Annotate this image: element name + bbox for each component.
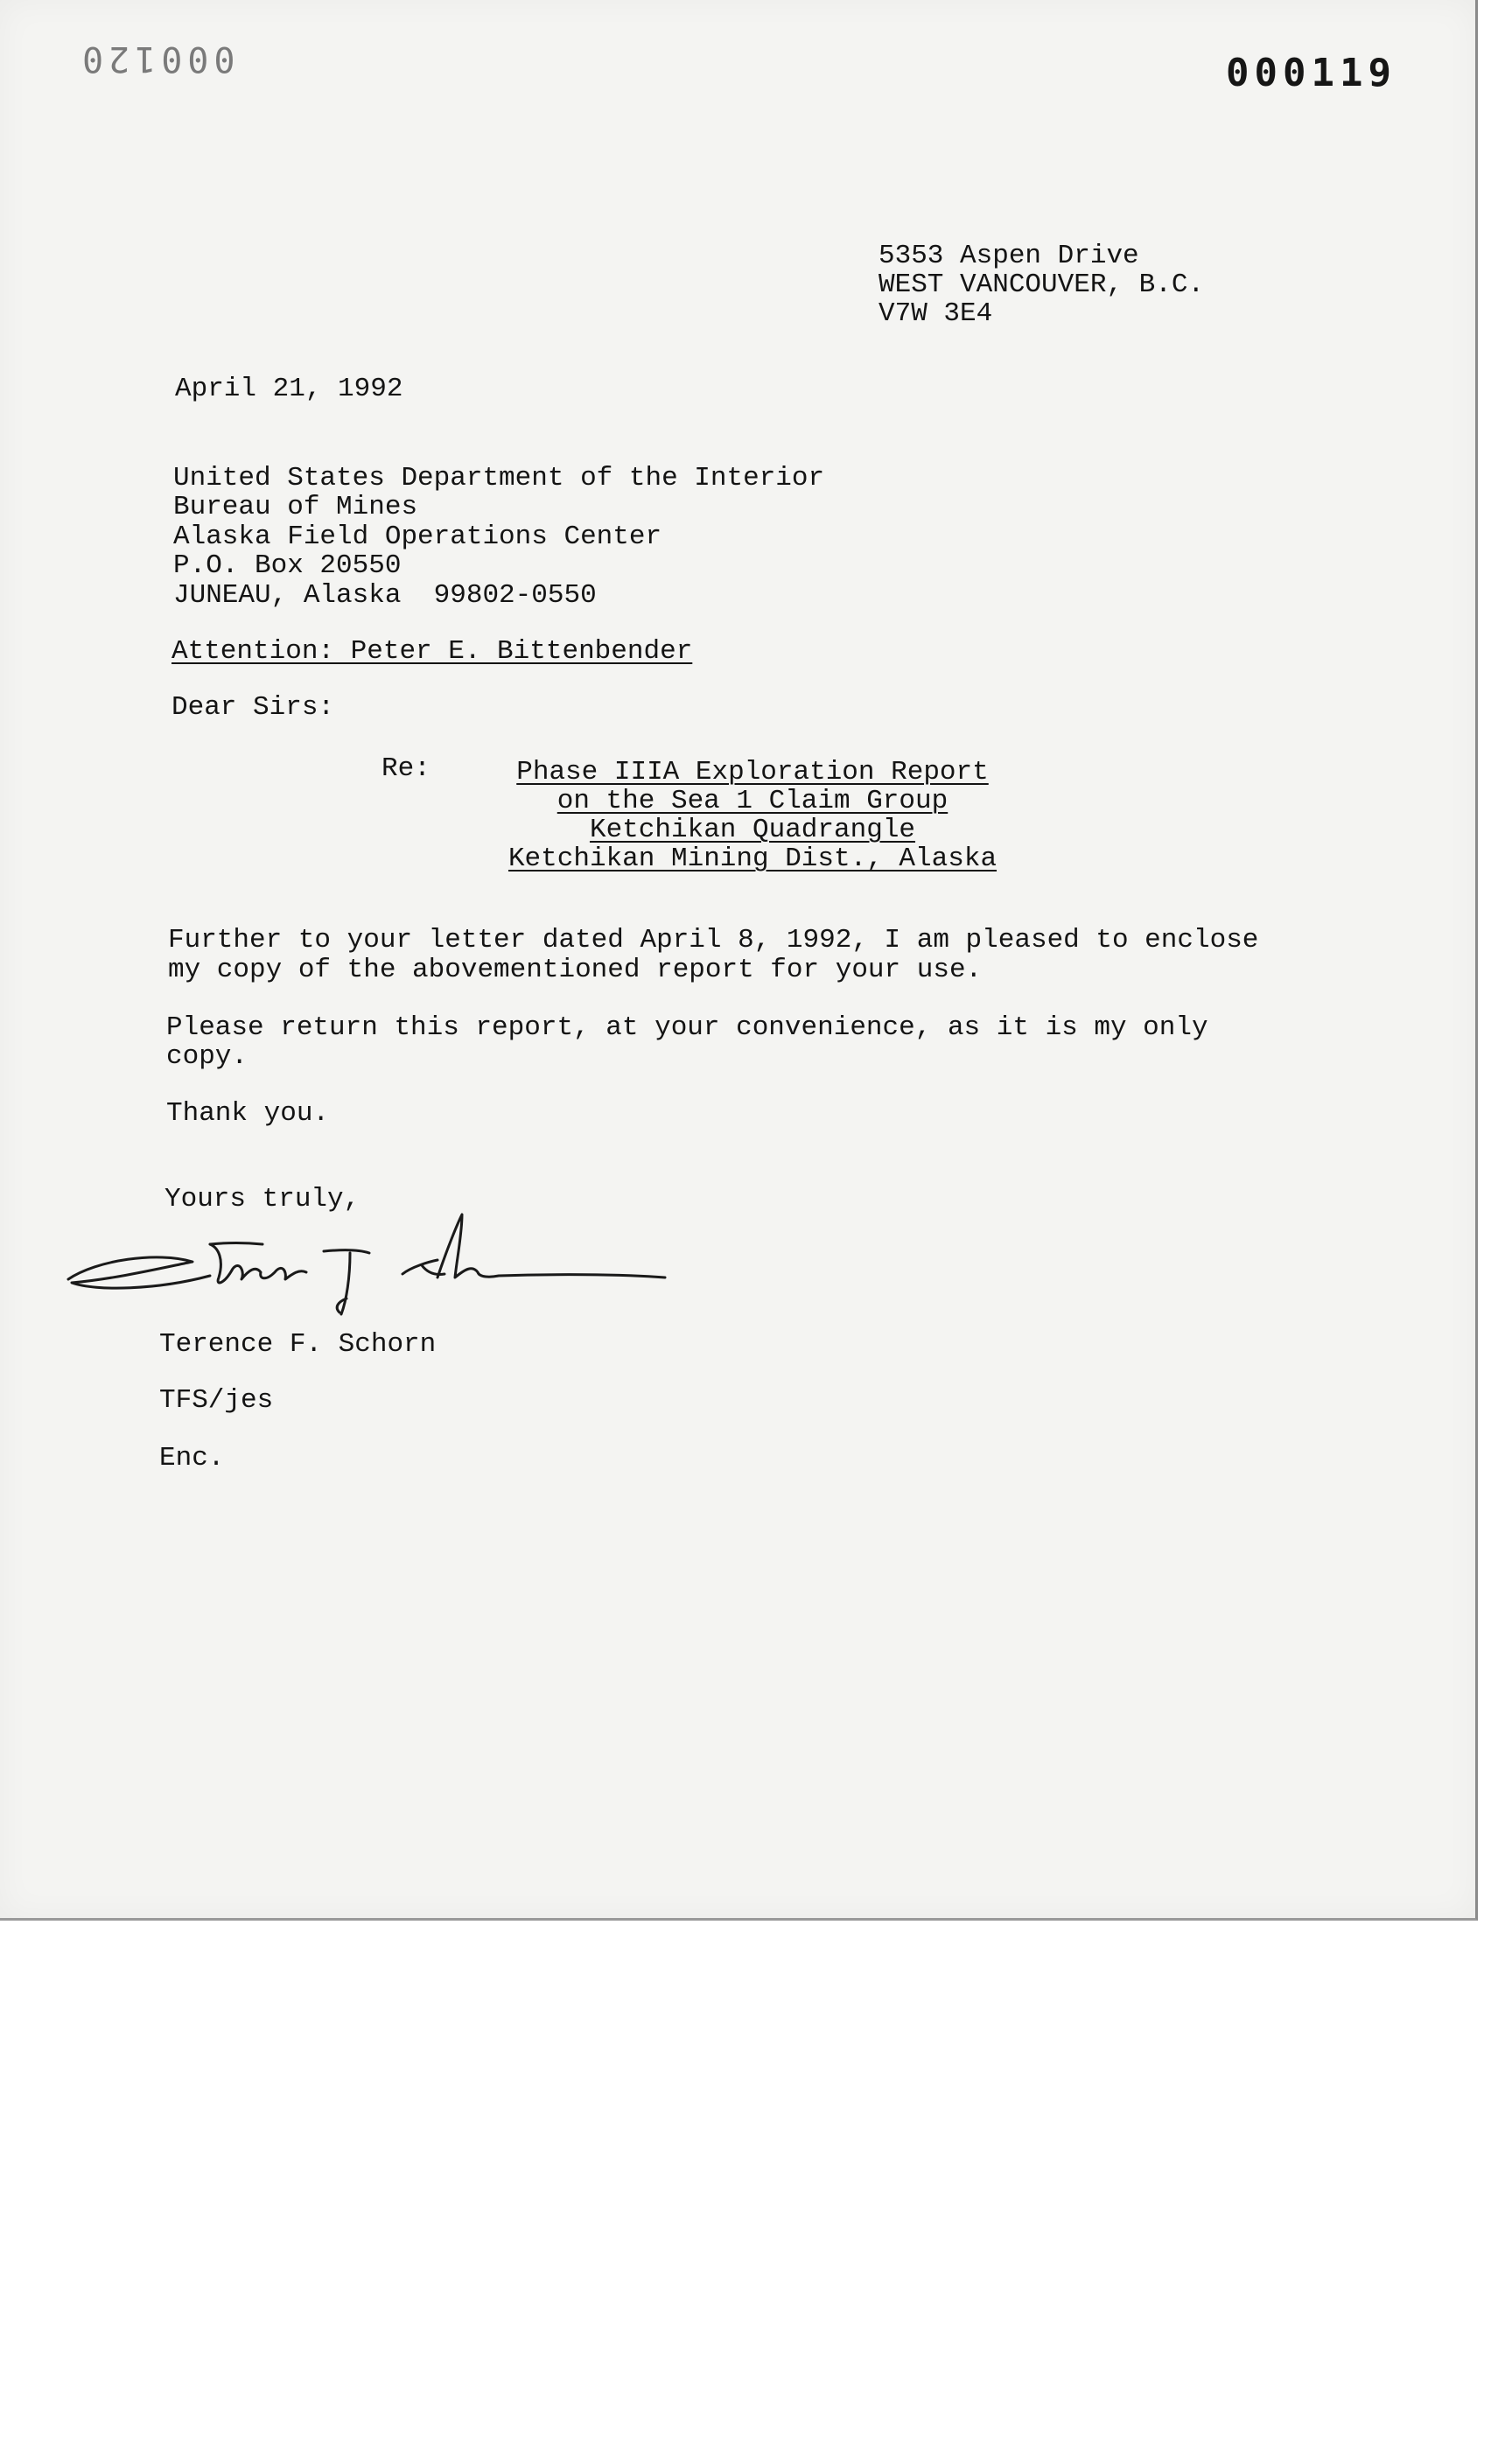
re-label: Re: — [382, 753, 430, 784]
paragraph-line: Further to your letter dated April 8, 1992, I am pleased to enclose — [168, 925, 1259, 956]
paragraph-line: my copy of the abovementioned report for your use. — [168, 955, 983, 985]
subject-line: Ketchikan Quadrangle — [589, 815, 916, 845]
recipient-line: United States Department of the Interior — [173, 463, 825, 494]
paragraph-line: copy. — [166, 1041, 248, 1072]
sender-address-line: WEST VANCOUVER, B.C. — [878, 270, 1205, 300]
page-number-stamp-faded: 000120 — [77, 38, 235, 79]
typist-initials: TFS/jes — [159, 1385, 274, 1416]
closing-line: Yours truly, — [164, 1184, 360, 1214]
recipient-line: P.O. Box 20550 — [173, 550, 402, 581]
sender-address-line: V7W 3E4 — [878, 298, 993, 329]
paragraph-line: Please return this report, at your convenience, as it is my only — [166, 1012, 1208, 1043]
signer-name: Terence F. Schorn — [159, 1329, 437, 1360]
recipient-line: JUNEAU, Alaska 99802-0550 — [173, 580, 597, 611]
subject-line: Ketchikan Mining Dist., Alaska — [508, 844, 998, 874]
sender-address-line: 5353 Aspen Drive — [878, 241, 1139, 271]
salutation: Dear Sirs: — [172, 692, 335, 723]
recipient-line: Bureau of Mines — [173, 492, 418, 522]
page-number-stamp: 000119 — [1226, 51, 1396, 95]
handwritten-signature — [61, 1199, 674, 1330]
thanks-line: Thank you. — [166, 1098, 330, 1129]
attention-line: Attention: Peter E. Bittenbender — [172, 636, 693, 667]
letter-date: April 21, 1992 — [175, 374, 403, 404]
recipient-line: Alaska Field Operations Center — [173, 522, 662, 552]
subject-line: on the Sea 1 Claim Group — [556, 786, 948, 816]
enclosure-note: Enc. — [159, 1443, 225, 1474]
subject-line: Phase IIIA Exploration Report — [516, 757, 989, 788]
